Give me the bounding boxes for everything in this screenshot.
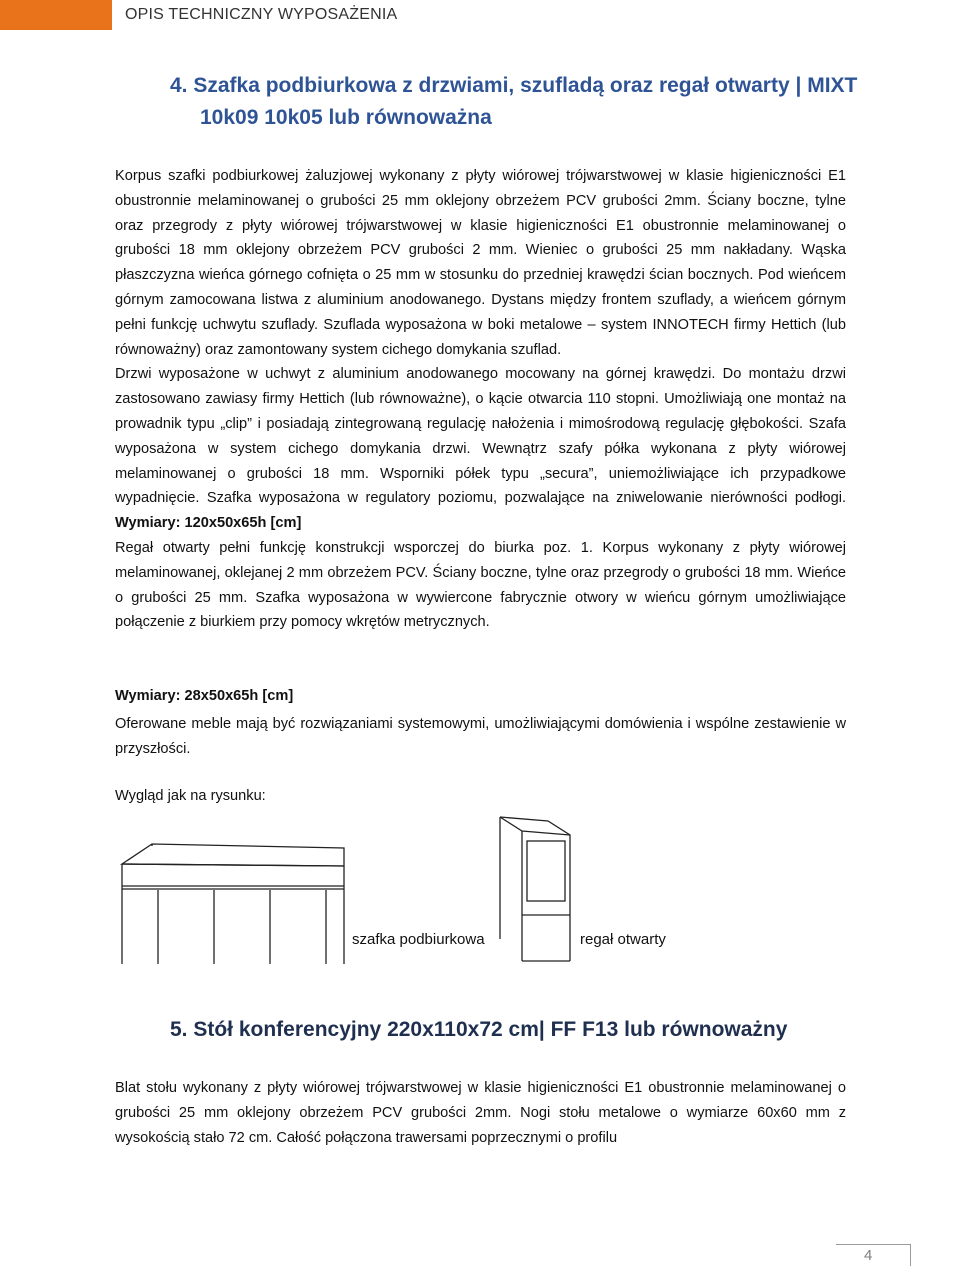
page-number: 4 (864, 1247, 873, 1264)
section-4-title-line-1: 4. Szafka podbiurkowa z drzwiami, szufladą oraz regał otwarty | MIXT (170, 74, 858, 97)
caption-cabinet: szafka podbiurkowa (352, 931, 485, 948)
appearance-label: Wygląd jak na rysunku: (115, 788, 266, 804)
section-4-title-line-2: 10k09 10k05 lub równoważna (200, 106, 492, 129)
dimensions-cabinet: Wymiary: 120x50x65h [cm] (115, 515, 302, 532)
section-5-title: 5. Stół konferencyjny 220x110x72 cm| FF F13 lub równoważny (170, 1018, 788, 1041)
paragraph-doors: Drzwi wyposażone w uchwyt z aluminium anodowanego mocowany na górnej krawędzi. Do montażu drzwi zastosowano zawiasy firmy Hettich (lub równoważne), o kącie otwarcia 110 stopni. Umożliwiają one montaż na prowadnik typu „clip” i posiadają zintegrowaną regulację nałożenia i mimośrodową regulację głębokości. Szafa wyposażona w system cichego domykania drzwi. Wewnątrz szafy półka wykonana z płyty wiórowej melaminowanej o grubości 18 mm. Wsporniki półek typu „secura”, uniemożliwiające ich przypadkowe wypadnięcie. Szafka wyposażona w regulatory poziomu, pozwalające na zniwelowanie nierówności podłogi. (115, 366, 846, 507)
footer-divider (836, 1244, 910, 1245)
footer-divider-vertical (910, 1244, 911, 1266)
header-accent-bar (0, 0, 112, 30)
paragraph-open-shelf: Regał otwarty pełni funkcję konstrukcji wsporczej do biurka poz. 1. Korpus wykonany z płyty wiórowej melaminowanej, oklejanej 2 mm obrzeżem PCV. Ściany boczne, tylne oraz przegrody o grubości 18 mm. Wieńce o grubości 25 mm. Szafka wyposażona w wywiercone fabrycznie otwory w wieńcu górnym umożliwiające połączenie z biurkiem przy pomocy wkrętów metrycznych. (115, 539, 846, 631)
section-5-description: Blat stołu wykonany z płyty wiórowej trójwarstwowej w klasie higieniczności E1 obustronnie melaminowanej o grubości 25 mm oklejony obrzeżem PCV grubości 2mm. Nogi stołu metalowe o wymiarze 60x60 mm z wysokością stało 72 cm. Całość połączona trawersami poprzecznymi o profilu (115, 1080, 846, 1146)
offer-note: Oferowane meble mają być rozwiązaniami systemowymi, umożliwiającymi domówienia i wspólne zestawienie w przyszłości. (115, 716, 846, 757)
open-shelf-outline (500, 817, 570, 961)
paragraph-cabinet-body: Korpus szafki podbiurkowej żaluzjowej wykonany z płyty wiórowej trójwarstwowej w klasie higieniczności E1 obustronnie melaminowanej o grubości 25 mm oklejony obrzeżem PCV grubości 2mm. Ściany boczne, tylne oraz przegrody z płyty wiórowej trójwarstwowej w klasie higieniczności E1 obustronnie melaminowanej o grubości 18 mm oklejony obrzeżem PCV grubości 2 mm. Wieniec o grubości 25 mm nakładany. Wąska płaszczyzna wieńca górnego cofnięta o 25 mm w stosunku do przedniej krawędzi ścian bocznych. Pod wieńcem górnym zamocowana listwa z aluminium anodowanego. Dystans między frontem szuflady, a wieńcem górnym pełni funkcję uchwytu szuflady. Szuflada wyposażona w boki metalowe – system INNOTECH firmy Hettich (lub równoważny) oraz zamontowany system cichego domykania szuflad. (115, 168, 846, 358)
section-4-description (115, 164, 846, 635)
dimensions-open-shelf: Wymiary: 28x50x65h [cm] (115, 688, 294, 704)
cabinet-drawing (118, 840, 350, 964)
open-shelf-drawing (496, 815, 574, 963)
section-4-title (170, 70, 870, 134)
caption-open-shelf: regał otwarty (580, 931, 666, 948)
document-header-title: OPIS TECHNICZNY WYPOSAŻENIA (125, 6, 398, 23)
cabinet-outline (122, 844, 344, 964)
